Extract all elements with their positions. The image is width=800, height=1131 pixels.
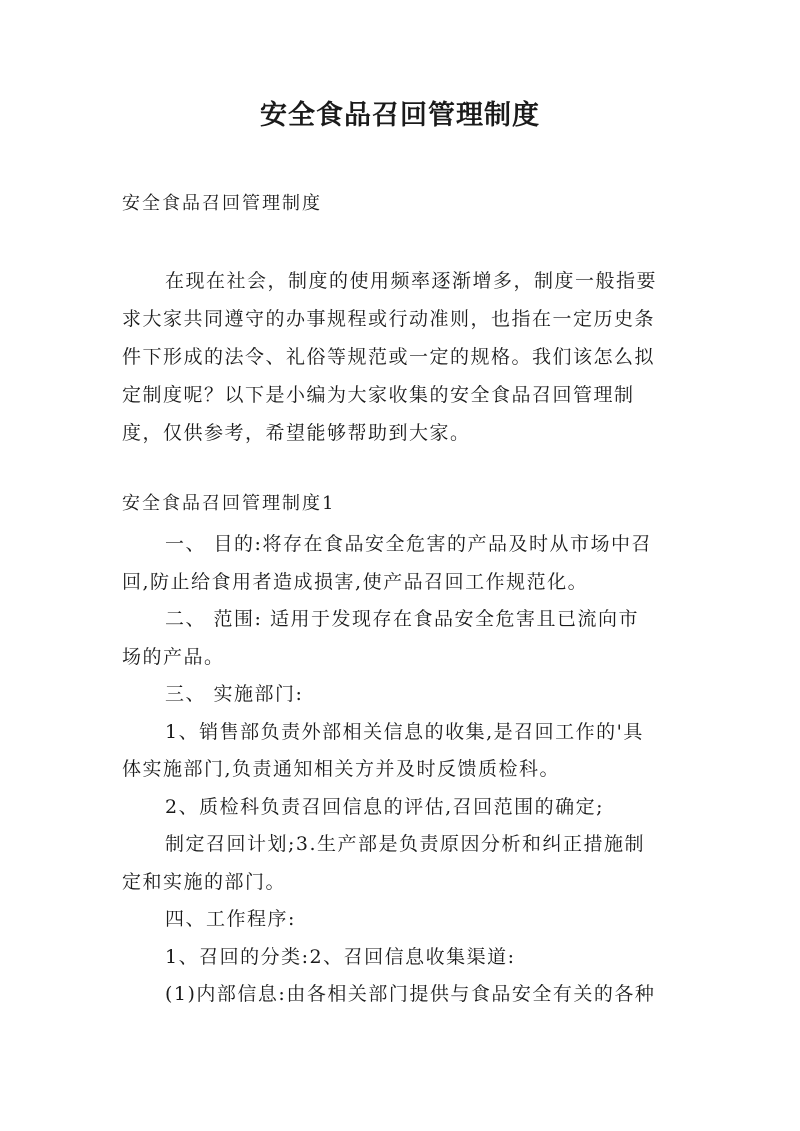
body-line: 制定召回计划;3.生产部是负责原因分析和纠正措施制 xyxy=(165,833,646,855)
body-line: 二、 范围: 适用于发现存在食品安全危害且已流向市 xyxy=(165,608,639,630)
body-line: 场的产品。 xyxy=(122,645,225,668)
body-line: (1)内部信息:由各相关部门提供与食品安全有关的各种 xyxy=(165,983,656,1005)
body-line: 一、 目的:将存在食品安全危害的产品及时从市场中召 xyxy=(165,533,652,555)
body-line: 1、销售部负责外部相关信息的收集,是召回工作的'具 xyxy=(165,720,644,743)
document-subtitle: 安全食品召回管理制度 xyxy=(122,193,322,214)
intro-line: 在现在社会，制度的使用频率逐渐增多，制度一般指要 xyxy=(165,270,658,292)
body-line: 2、质检科负责召回信息的评估,召回范围的确定; xyxy=(165,795,605,818)
body-line: 1、召回的分类:2、召回信息收集渠道: xyxy=(165,945,516,968)
section-body xyxy=(122,526,690,1014)
body-line: 回,防止给食用者造成损害,使产品召回工作规范化。 xyxy=(122,570,589,593)
body-line: 体实施部门,负责通知相关方并及时反馈质检科。 xyxy=(122,758,561,780)
intro-line: 求大家共同遵守的办事规程或行动准则，也指在一定历史条 xyxy=(122,308,656,330)
document-title: 安全食品召回管理制度 xyxy=(260,100,540,131)
intro-paragraph xyxy=(122,262,690,452)
intro-line: 度，仅供参考，希望能够帮助到大家。 xyxy=(122,422,471,444)
intro-line: 件下形成的法令、礼俗等规范或一定的规格。我们该怎么拟 xyxy=(122,346,656,368)
body-line: 四、工作程序: xyxy=(165,908,296,930)
body-line: 三、 实施部门: xyxy=(165,683,304,705)
intro-line: 定制度呢？以下是小编为大家收集的安全食品召回管理制 xyxy=(122,384,635,406)
section-heading: 安全食品召回管理制度1 xyxy=(122,493,336,514)
body-line: 定和实施的部门。 xyxy=(122,870,287,893)
